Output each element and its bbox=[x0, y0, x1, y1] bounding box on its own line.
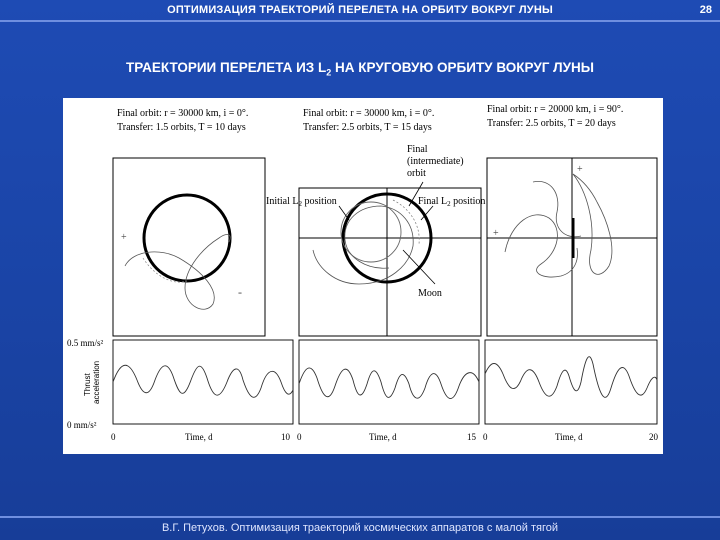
header-bar bbox=[0, 0, 720, 24]
tick-3-start: 0 bbox=[483, 432, 488, 442]
heading-prefix: ТРАЕКТОРИИ ПЕРЕЛЕТА ИЗ L bbox=[126, 60, 327, 75]
panel-2-transfer-dashed bbox=[393, 200, 419, 244]
thrust-curve-1 bbox=[113, 365, 293, 397]
panel-1-plus-mark: + bbox=[121, 232, 127, 243]
case-3-orbit-label: Final orbit: r = 20000 km, i = 90°. bbox=[487, 104, 624, 115]
thrust-graphs bbox=[113, 340, 657, 424]
annotation-final-line-3: orbit bbox=[407, 168, 426, 179]
time-axis-label-2: Time, d bbox=[369, 432, 397, 442]
panel-3-plus-mark-top: + bbox=[577, 164, 583, 175]
panel-1-final-orbit bbox=[144, 195, 230, 281]
thrust-graph-2-frame bbox=[299, 340, 479, 424]
panel-1-frame bbox=[113, 158, 265, 336]
panel-1-minus-mark: - bbox=[238, 285, 242, 299]
thrust-axis-label-2: acceleration bbox=[92, 360, 101, 404]
tick-1-start: 0 bbox=[111, 432, 116, 442]
tick-1-end: 10 bbox=[281, 432, 290, 442]
panel-3-transfer-path-c bbox=[573, 174, 612, 274]
tick-3-end: 20 bbox=[649, 432, 658, 442]
panel-3-transfer-path-a bbox=[505, 215, 577, 277]
thrust-axis-label-1: Thrust bbox=[83, 373, 92, 396]
slide-heading bbox=[0, 60, 720, 78]
trajectory-figure-svg bbox=[63, 98, 663, 454]
page-number: 28 bbox=[699, 4, 712, 16]
trajectory-panel-1 bbox=[113, 158, 265, 336]
case-2-transfer-label: Transfer: 2.5 orbits, T = 15 days bbox=[303, 122, 432, 133]
tick-2-start: 0 bbox=[297, 432, 302, 442]
time-axis-label-1: Time, d bbox=[185, 432, 213, 442]
moon-leader bbox=[403, 250, 435, 284]
annotation-final-line-2: (intermediate) bbox=[407, 156, 464, 167]
trajectory-panel-3 bbox=[487, 158, 657, 336]
case-1-transfer-label: Transfer: 1.5 orbits, T = 10 days bbox=[117, 122, 246, 133]
thrust-curve-3 bbox=[485, 357, 657, 398]
thrust-curve-2 bbox=[299, 368, 479, 399]
thrust-graph-1-frame bbox=[113, 340, 293, 424]
case-2-orbit-label: Final orbit: r = 30000 km, i = 0°. bbox=[303, 108, 435, 119]
thrust-axis-top-label: 0.5 mm/s² bbox=[67, 338, 104, 348]
annotation-initial-l2: Initial $L_2$ position bbox=[266, 196, 337, 208]
time-axis-label-3: Time, d bbox=[555, 432, 583, 442]
header-divider bbox=[0, 20, 720, 22]
annotation-final-line-1: Final bbox=[407, 144, 428, 155]
annotation-final-l2: Final $L_2$ position bbox=[418, 196, 486, 208]
heading-suffix: НА КРУГОВУЮ ОРБИТУ ВОКРУГ ЛУНЫ bbox=[331, 60, 594, 75]
slide-footer: В.Г. Петухов. Оптимизация траекторий космических аппаратов с малой тягой bbox=[161, 522, 559, 534]
heading-subscript: 2 bbox=[326, 67, 332, 78]
case-1-orbit-label: Final orbit: r = 30000 km, i = 0°. bbox=[117, 108, 249, 119]
trajectory-figure bbox=[63, 98, 663, 454]
thrust-axis-bottom-label: 0 mm/s² bbox=[67, 420, 97, 430]
tick-2-end: 15 bbox=[467, 432, 476, 442]
annotation-moon: Moon bbox=[418, 288, 442, 299]
time-axis-labels bbox=[111, 432, 659, 442]
panel-2-frame bbox=[299, 188, 481, 336]
case-3-transfer-label: Transfer: 2.5 orbits, T = 20 days bbox=[487, 118, 616, 129]
footer-divider bbox=[0, 516, 720, 518]
panel-3-plus-mark-left: + bbox=[493, 228, 499, 239]
slide-section-title: ОПТИМИЗАЦИЯ ТРАЕКТОРИЙ ПЕРЕЛЕТА НА ОРБИТУ ВОКРУГ ЛУНЫ bbox=[167, 4, 553, 16]
